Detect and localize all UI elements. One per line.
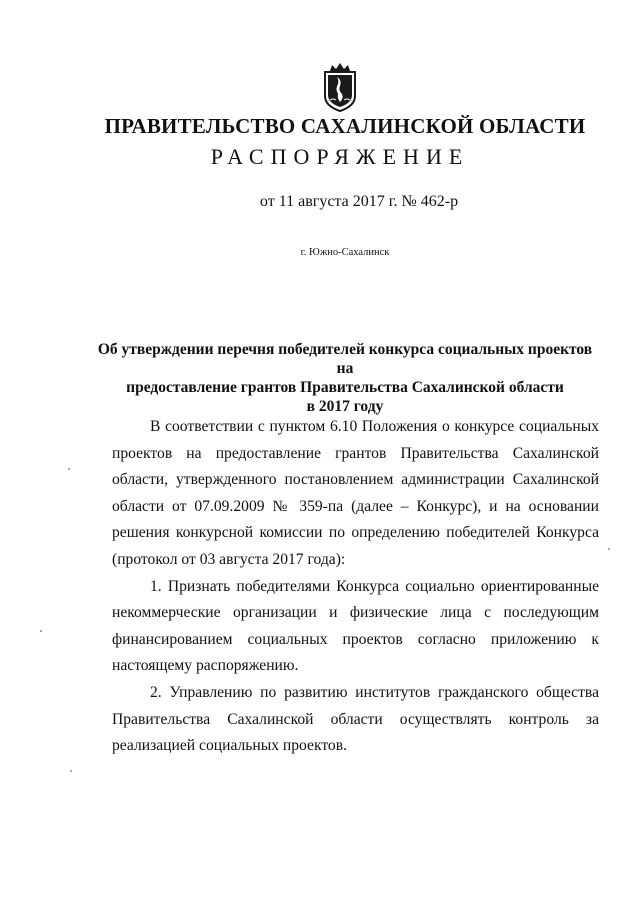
preamble-paragraph: В соответствии с пунктом 6.10 Положения о конкурсе социальных проектов на предоставление грантов Правительства Сахалинской области, утвержденного постановлением администрации Сахалинской области от 07.09.2009 № 359-па (далее – Конкурс), и на основании решения конкурсной комиссии по определению победителей Конкурса (протокол от 03 августа 2017 года): <box>112 418 599 568</box>
subject-line: в 2017 году <box>306 398 384 415</box>
scan-speck <box>70 770 72 772</box>
scan-speck <box>608 548 610 550</box>
sakhalin-coat-of-arms-icon <box>320 62 360 112</box>
document-place: г. Южно-Сахалинск <box>300 247 390 258</box>
document-type: РАСПОРЯЖЕНИЕ <box>210 144 470 169</box>
order-item-2: 2. Управлению по развитию институтов гражданского общества Правительства Сахалинской области осуществлять контроль за реализацией социальных проектов. <box>112 683 599 755</box>
subject-line: предоставление грантов Правительства Сахалинской области <box>126 379 564 396</box>
order-item-1: 1. Признать победителями Конкурса социально ориентированные некоммерческие организации и физические лица с последующим финансированием социальных проектов согласно приложению к настоящему распоряжению. <box>112 577 599 675</box>
subject-line: Об утверждении перечня победителей конкурса социальных проектов на <box>97 341 593 377</box>
scan-speck <box>68 468 70 470</box>
document-body <box>112 414 599 760</box>
document-date-number: от 11 августа 2017 г. № 462-р <box>259 193 459 210</box>
organization-name: ПРАВИТЕЛЬСТВО САХАЛИНСКОЙ ОБЛАСТИ <box>104 114 586 138</box>
document-subject <box>90 340 600 416</box>
scan-speck <box>40 630 42 632</box>
